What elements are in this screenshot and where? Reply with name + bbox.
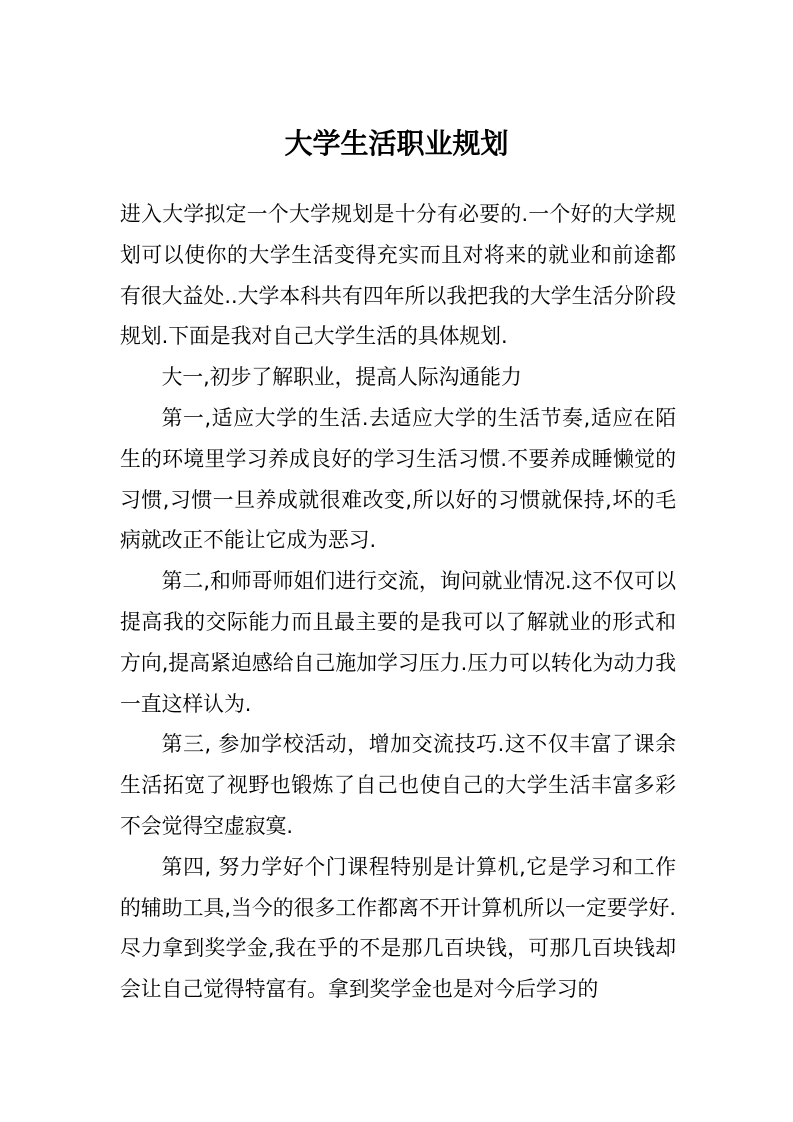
document-body (120, 194, 676, 1010)
section-heading-year-one: 大一,初步了解职业，提高人际沟通能力 (161, 365, 522, 390)
paragraph-fourth-point: 第四, 努力学好个门课程特别是计算机,它是学习和工作的辅助工具,当今的很多工作都离不开计算机所以一定要学好.尽力拿到奖学金,我在乎的不是那几百块钱，可那几百块钱却会让自己觉得特富有。拿到奖学金也是对今后学习的 (120, 854, 676, 1002)
paragraph-third-point: 第三, 参加学校活动，增加交流技巧.这不仅丰富了课余生活拓宽了视野也锻炼了自己也使自己的大学生活丰富多彩不会觉得空虚寂寞. (120, 732, 676, 838)
paragraph-first-point: 第一,适应大学的生活.去适应大学的生活节奏,适应在陌生的环境里学习养成良好的学习生活习惯.不要养成睡懒觉的习惯,习惯一旦养成就很难改变,所以好的习惯就保持,坏的毛病就改正不能让它成为恶习. (120, 405, 676, 553)
document-title: 大学生活职业规划 (284, 127, 509, 160)
paragraph-second-point: 第二,和师哥师姐们进行交流，询问就业情况.这不仅可以提高我的交际能力而且最主要的是我可以了解就业的形式和方向,提高紧迫感给自己施加学习压力.压力可以转化为动力我一直这样认为. (120, 569, 676, 716)
intro-paragraph: 进入大学拟定一个大学规划是十分有必要的.一个好的大学规划可以使你的大学生活变得充实而且对将来的就业和前途都有很大益处..大学本科共有四年所以我把我的大学生活分阶段规划.下面是我对自己大学生活的具体规划. (120, 202, 676, 349)
